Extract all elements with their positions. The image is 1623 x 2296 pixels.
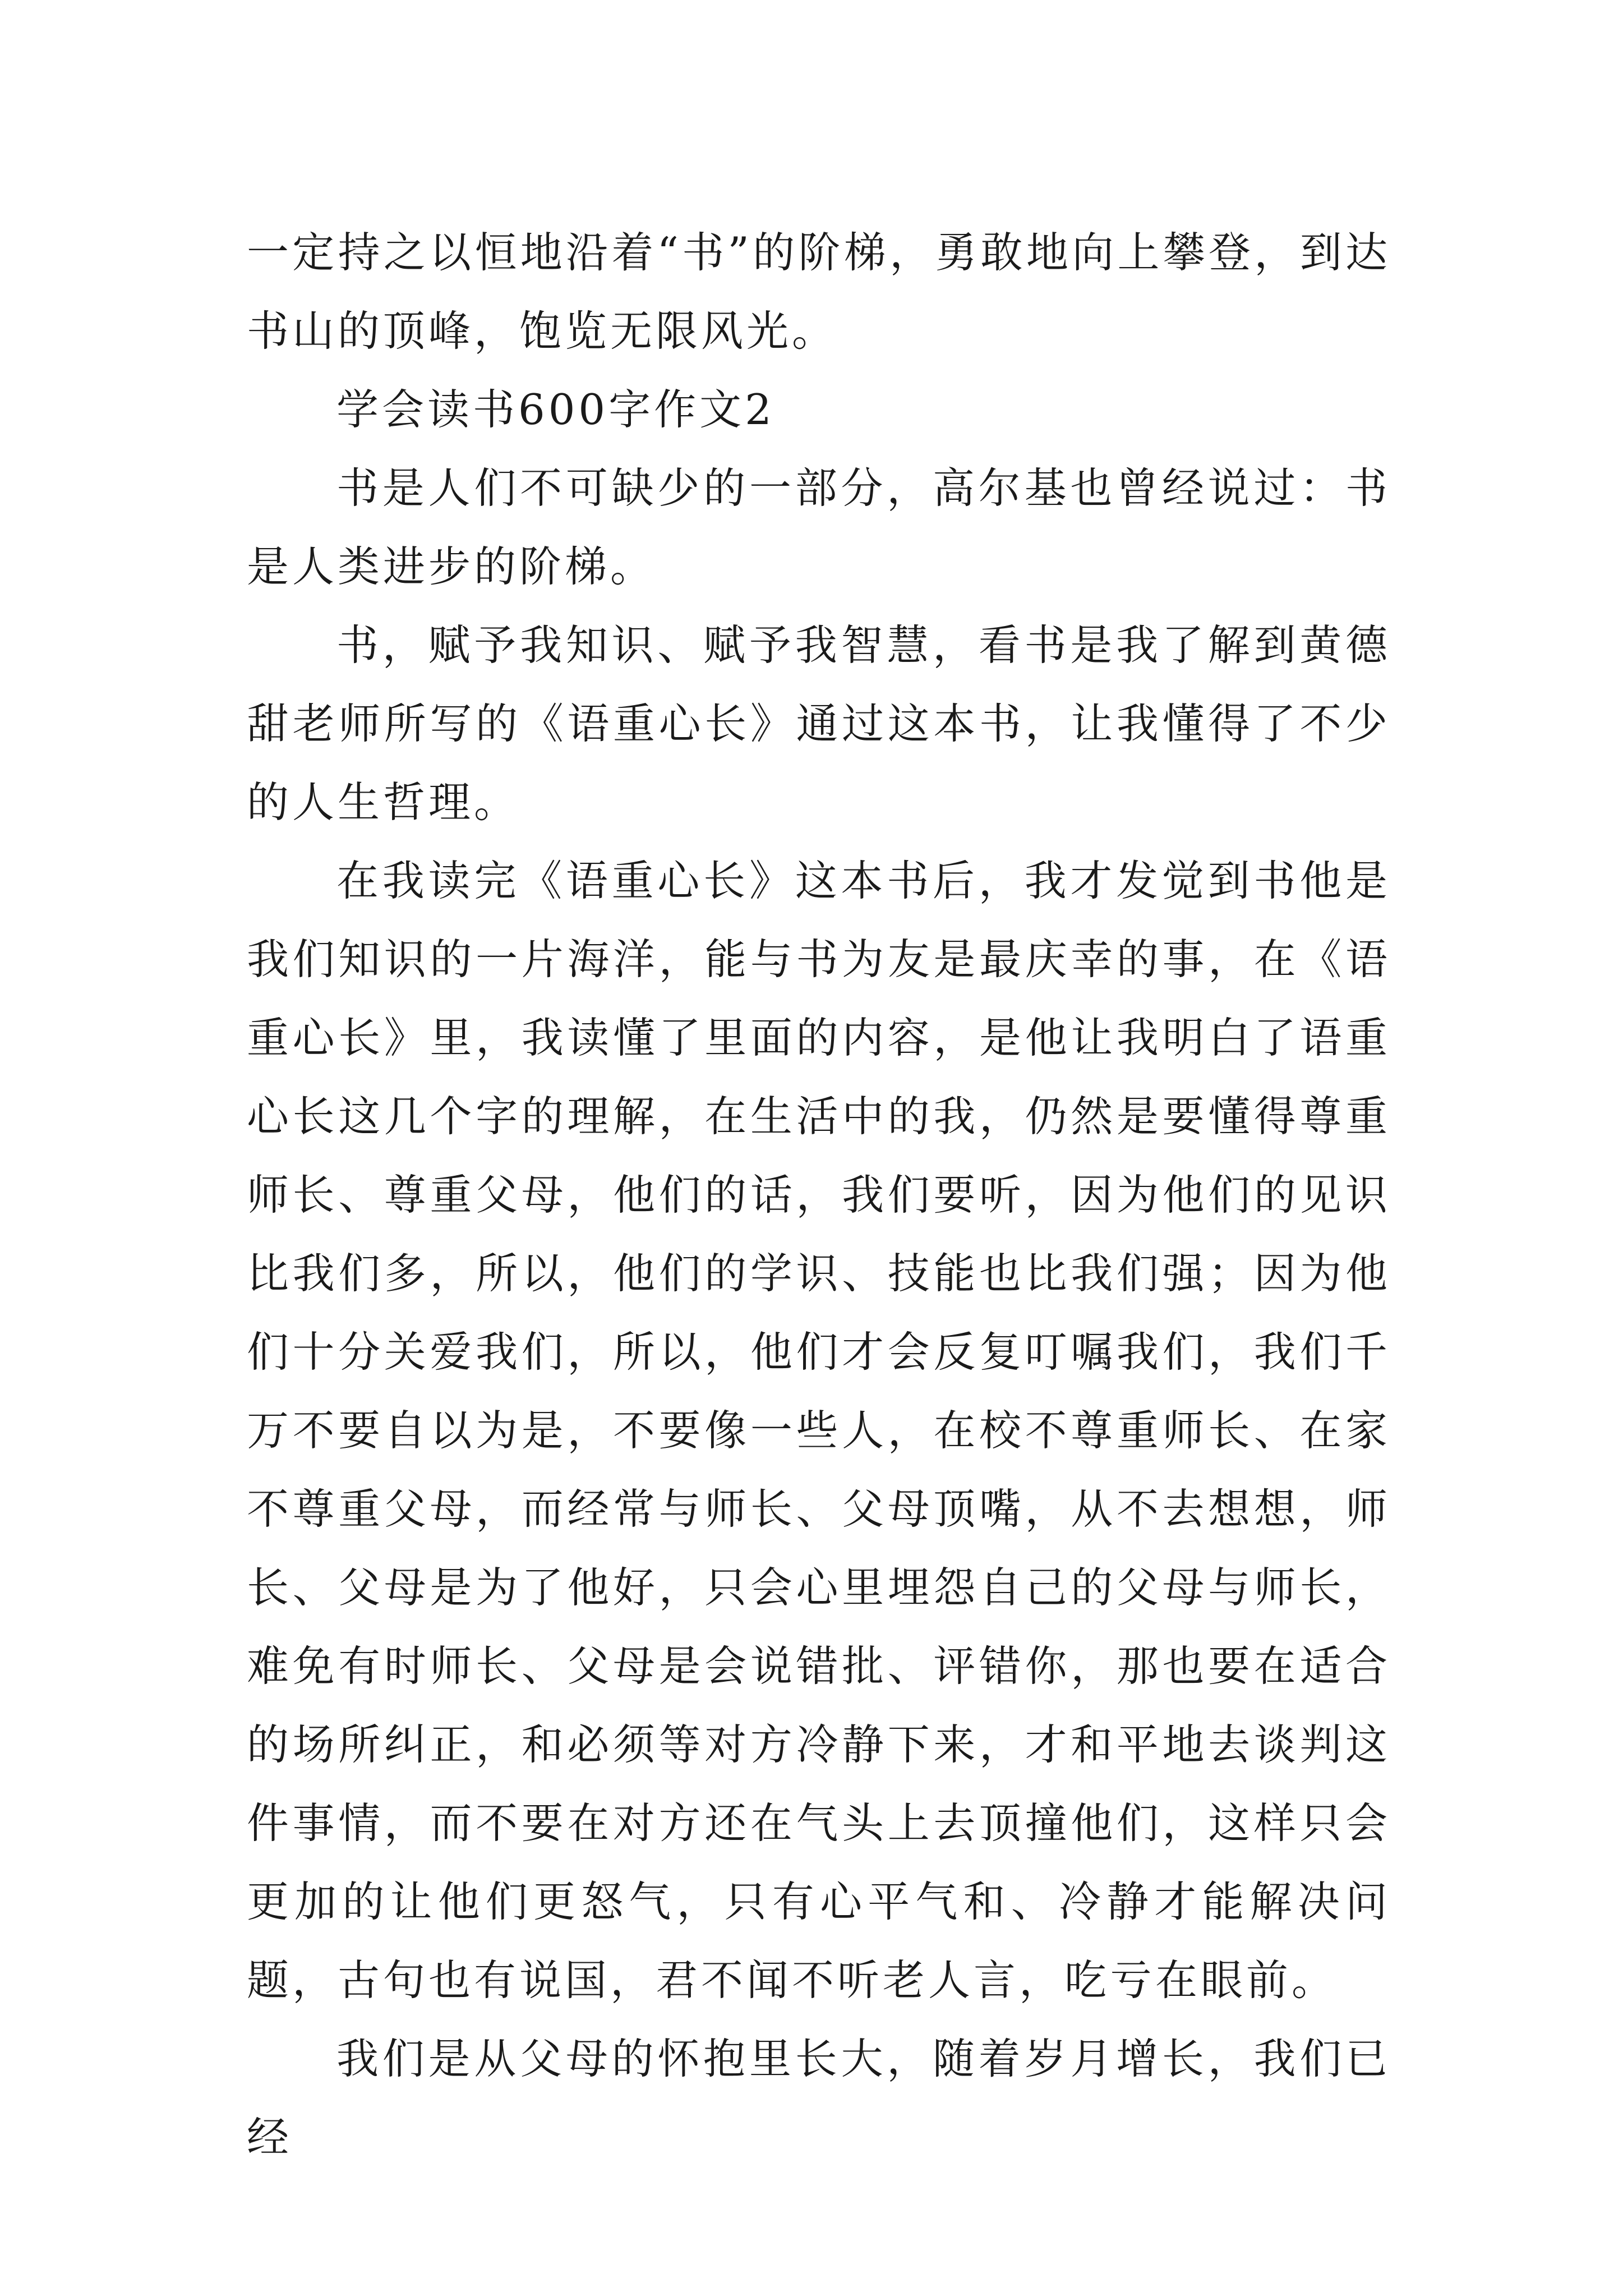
paragraph-2: 书是人们不可缺少的一部分，高尔基也曾经说过：书是人类进步的阶梯。 [247,463,1391,591]
paragraph-3: 书，赋予我知识、赋予我智慧，看书是我了解到黄德甜老师所写的《语重心长》通过这本书，让我懂得了不少的人生哲理。 [247,620,1391,827]
paragraph-5: 我们是从父母的怀抱里长大，随着岁月增长，我们已经 [247,2034,1391,2162]
paragraph-4: 在我读完《语重心长》这本书后，我才发觉到书他是我们知识的一片海洋，能与书为友是最庆幸的事，在《语重心长》里，我读懂了里面的内容，是他让我明白了语重心长这几个字的理解，在生活中的我，仍然是要懂得尊重师长、尊重父母，他们的话，我们要听，因为他们的见识比我们多，所以，他们的学识、技能也比我们强；因为他们十分关爱我们，所以，他们才会反复叮嘱我们，我们千万不要自以为是，不要像一些人，在校不尊重师长、在家不尊重父母，而经常与师长、父母顶嘴，从不去想想，师长、父母是为了他好，只会心里埋怨自己的父母与师长，难免有时师长、父母是会说错批、评错你，那也要在适合的场所纠正，和必须等对方冷静下来，才和平地去谈判这件事情，而不要在对方还在气头上去顶撞他们，这样只会更加的让他们更怒气，只有心平气和、冷静才能解决问题，古句也有说国，君不闻不听老人言，吃亏在眼前。 [247,856,1391,2005]
section-heading: 学会读书600字作文2 [336,385,775,434]
document-body [247,213,1391,2177]
paragraph-1: 一定持之以恒地沿着“书”的阶梯，勇敢地向上攀登，到达书山的顶峰，饱览无限风光。 [247,228,1391,356]
